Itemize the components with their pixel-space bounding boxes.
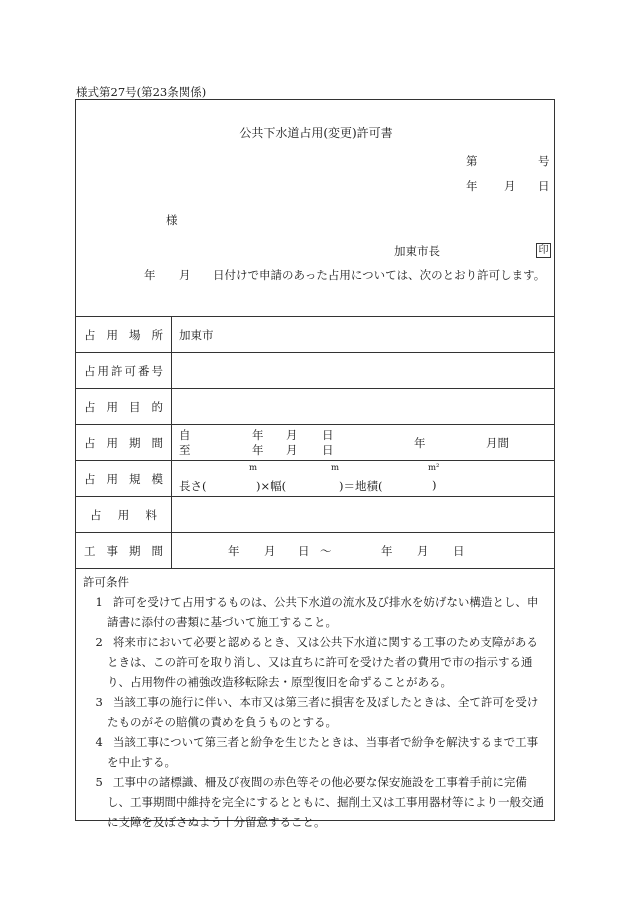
condition-item: 1 許可を受けて占用するものは、公共下水道の流水及び排水を妨げない構造とし、申請書に添付の書類に基づいて施工すること。 <box>95 595 539 629</box>
construction-from-tsuki: 月 <box>264 544 276 558</box>
scale-close: ) <box>432 478 437 492</box>
construction-label: 工事期間 <box>84 544 163 558</box>
doc-no-dai: 第 <box>466 154 478 168</box>
scale-length: 長さ( <box>179 479 207 493</box>
doc-no-go: 号 <box>538 154 550 168</box>
period-to-nen: 年 <box>252 443 264 457</box>
period-from-nen: 年 <box>252 428 264 442</box>
place-value: 加東市 <box>179 328 214 342</box>
fee-label: 占用料 <box>90 508 157 522</box>
period-to-hi: 日 <box>322 443 334 457</box>
construction-to-tsuki: 月 <box>417 544 429 558</box>
period-from: 自 <box>179 428 191 442</box>
scale-label: 占用規模 <box>84 472 163 486</box>
scale-times-width: )×幅( <box>256 479 287 493</box>
period-duration-months: 月間 <box>486 436 509 450</box>
construction-tilde: ～ <box>320 544 332 558</box>
period-to-tsuki: 月 <box>286 443 298 457</box>
unit-m2-area: m² <box>428 463 440 473</box>
seal-mark: 印 <box>536 242 551 258</box>
scale-eq-area: )＝地積( <box>339 479 383 493</box>
conditions-list <box>84 592 549 832</box>
unit-m-length: m <box>249 463 258 473</box>
form-title: 公共下水道占用(変更)許可書 <box>239 126 393 140</box>
condition-item: 2 将来市において必要と認めるとき、又は公共下水道に関する工事のため支障があるときは、この許可を取り消し、又は直ちに許可を受けた者の費用で市の指示する通り、占用物件の補強改造移転除去・原型復旧を命ずることがある。 <box>95 635 538 689</box>
period-to: 至 <box>179 443 191 457</box>
place-label: 占用場所 <box>84 328 163 342</box>
permit-form <box>75 99 555 829</box>
period-from-hi: 日 <box>322 428 334 442</box>
period-label: 占用期間 <box>84 436 163 450</box>
construction-from-hi: 日 <box>298 544 310 558</box>
period-from-tsuki: 月 <box>286 428 298 442</box>
unit-m-width: m <box>331 463 340 473</box>
issuer-name: 加東市長 <box>394 244 440 258</box>
intro-nen: 年 <box>144 268 156 282</box>
period-duration-nen: 年 <box>414 436 426 450</box>
date-tsuki: 月 <box>504 179 516 193</box>
intro-tsuki: 月 <box>179 268 191 282</box>
intro-text: 日付けで申請のあった占用については、次のとおり許可します。 <box>213 268 546 282</box>
condition-item: 3 当該工事の施行に伴い、本市又は第三者に損害を及ぼしたときは、全て許可を受けたものがその賠償の責めを負うものとする。 <box>95 695 539 729</box>
date-hi: 日 <box>538 179 550 193</box>
construction-to-nen: 年 <box>381 544 393 558</box>
conditions-heading: 許可条件 <box>83 575 129 589</box>
date-nen: 年 <box>466 179 478 193</box>
permit-no-label: 占用許可番号 <box>84 364 163 378</box>
construction-to-hi: 日 <box>453 544 465 558</box>
addressee-sama: 様 <box>166 213 178 227</box>
condition-item: 5 工事中の諸標識、柵及び夜間の赤色等その他必要な保安施設を工事着手前に完備し、工事期間中維持を完全にするとともに、掘削土又は工事用器材等により一般交通に支障を及ぼさぬよう十分留意すること。 <box>95 775 544 829</box>
construction-from-nen: 年 <box>228 544 240 558</box>
condition-item: 4 当該工事について第三者と紛争を生じたときは、当事者で紛争を解決するまで工事を中止する。 <box>95 735 539 769</box>
form-number: 様式第27号(第23条関係) <box>76 85 207 99</box>
purpose-label: 占用目的 <box>84 400 163 414</box>
